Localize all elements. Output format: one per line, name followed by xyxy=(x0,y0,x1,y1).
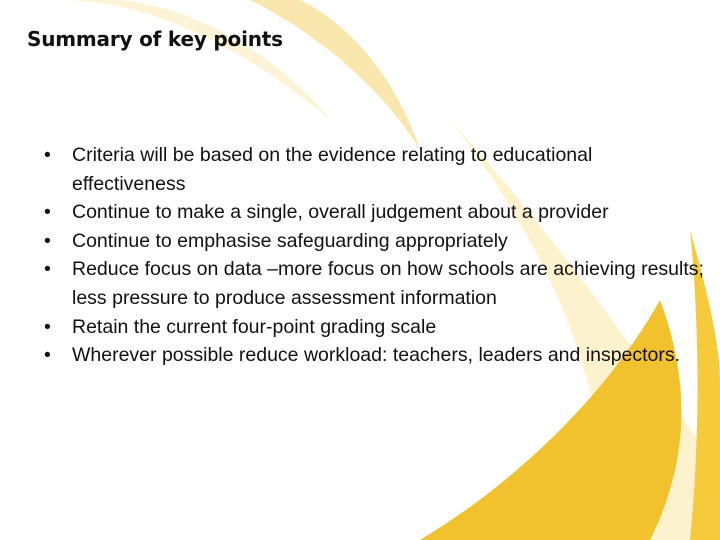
list-item-text: Continue to emphasise safeguarding appropriately xyxy=(72,229,508,252)
bullet-icon: • xyxy=(44,229,51,252)
list-item-text: Continue to make a single, overall judgement about a provider xyxy=(72,201,609,224)
bullet-icon: • xyxy=(44,315,51,338)
list-item-text: Retain the current four-point grading scale xyxy=(72,315,437,338)
list-item-text: Wherever possible reduce workload: teachers, leaders and inspectors. xyxy=(72,344,681,367)
list-item xyxy=(44,227,709,256)
list-item xyxy=(44,313,709,342)
list-item xyxy=(44,198,709,227)
list-item-text: Criteria will be based on the evidence relating to educational effectiveness xyxy=(72,144,593,195)
list-item-text: Reduce focus on data –more focus on how schools are achieving results; less pressure to produce assessment information xyxy=(72,258,704,309)
list-item xyxy=(44,141,709,198)
key-points-list xyxy=(44,141,709,370)
slide-title: Summary of key points xyxy=(27,27,283,51)
bullet-icon: • xyxy=(44,144,51,166)
list-item xyxy=(44,255,709,312)
bullet-icon: • xyxy=(44,258,51,281)
bullet-icon: • xyxy=(44,344,51,367)
bullet-icon: • xyxy=(44,201,51,224)
list-item xyxy=(44,341,709,370)
